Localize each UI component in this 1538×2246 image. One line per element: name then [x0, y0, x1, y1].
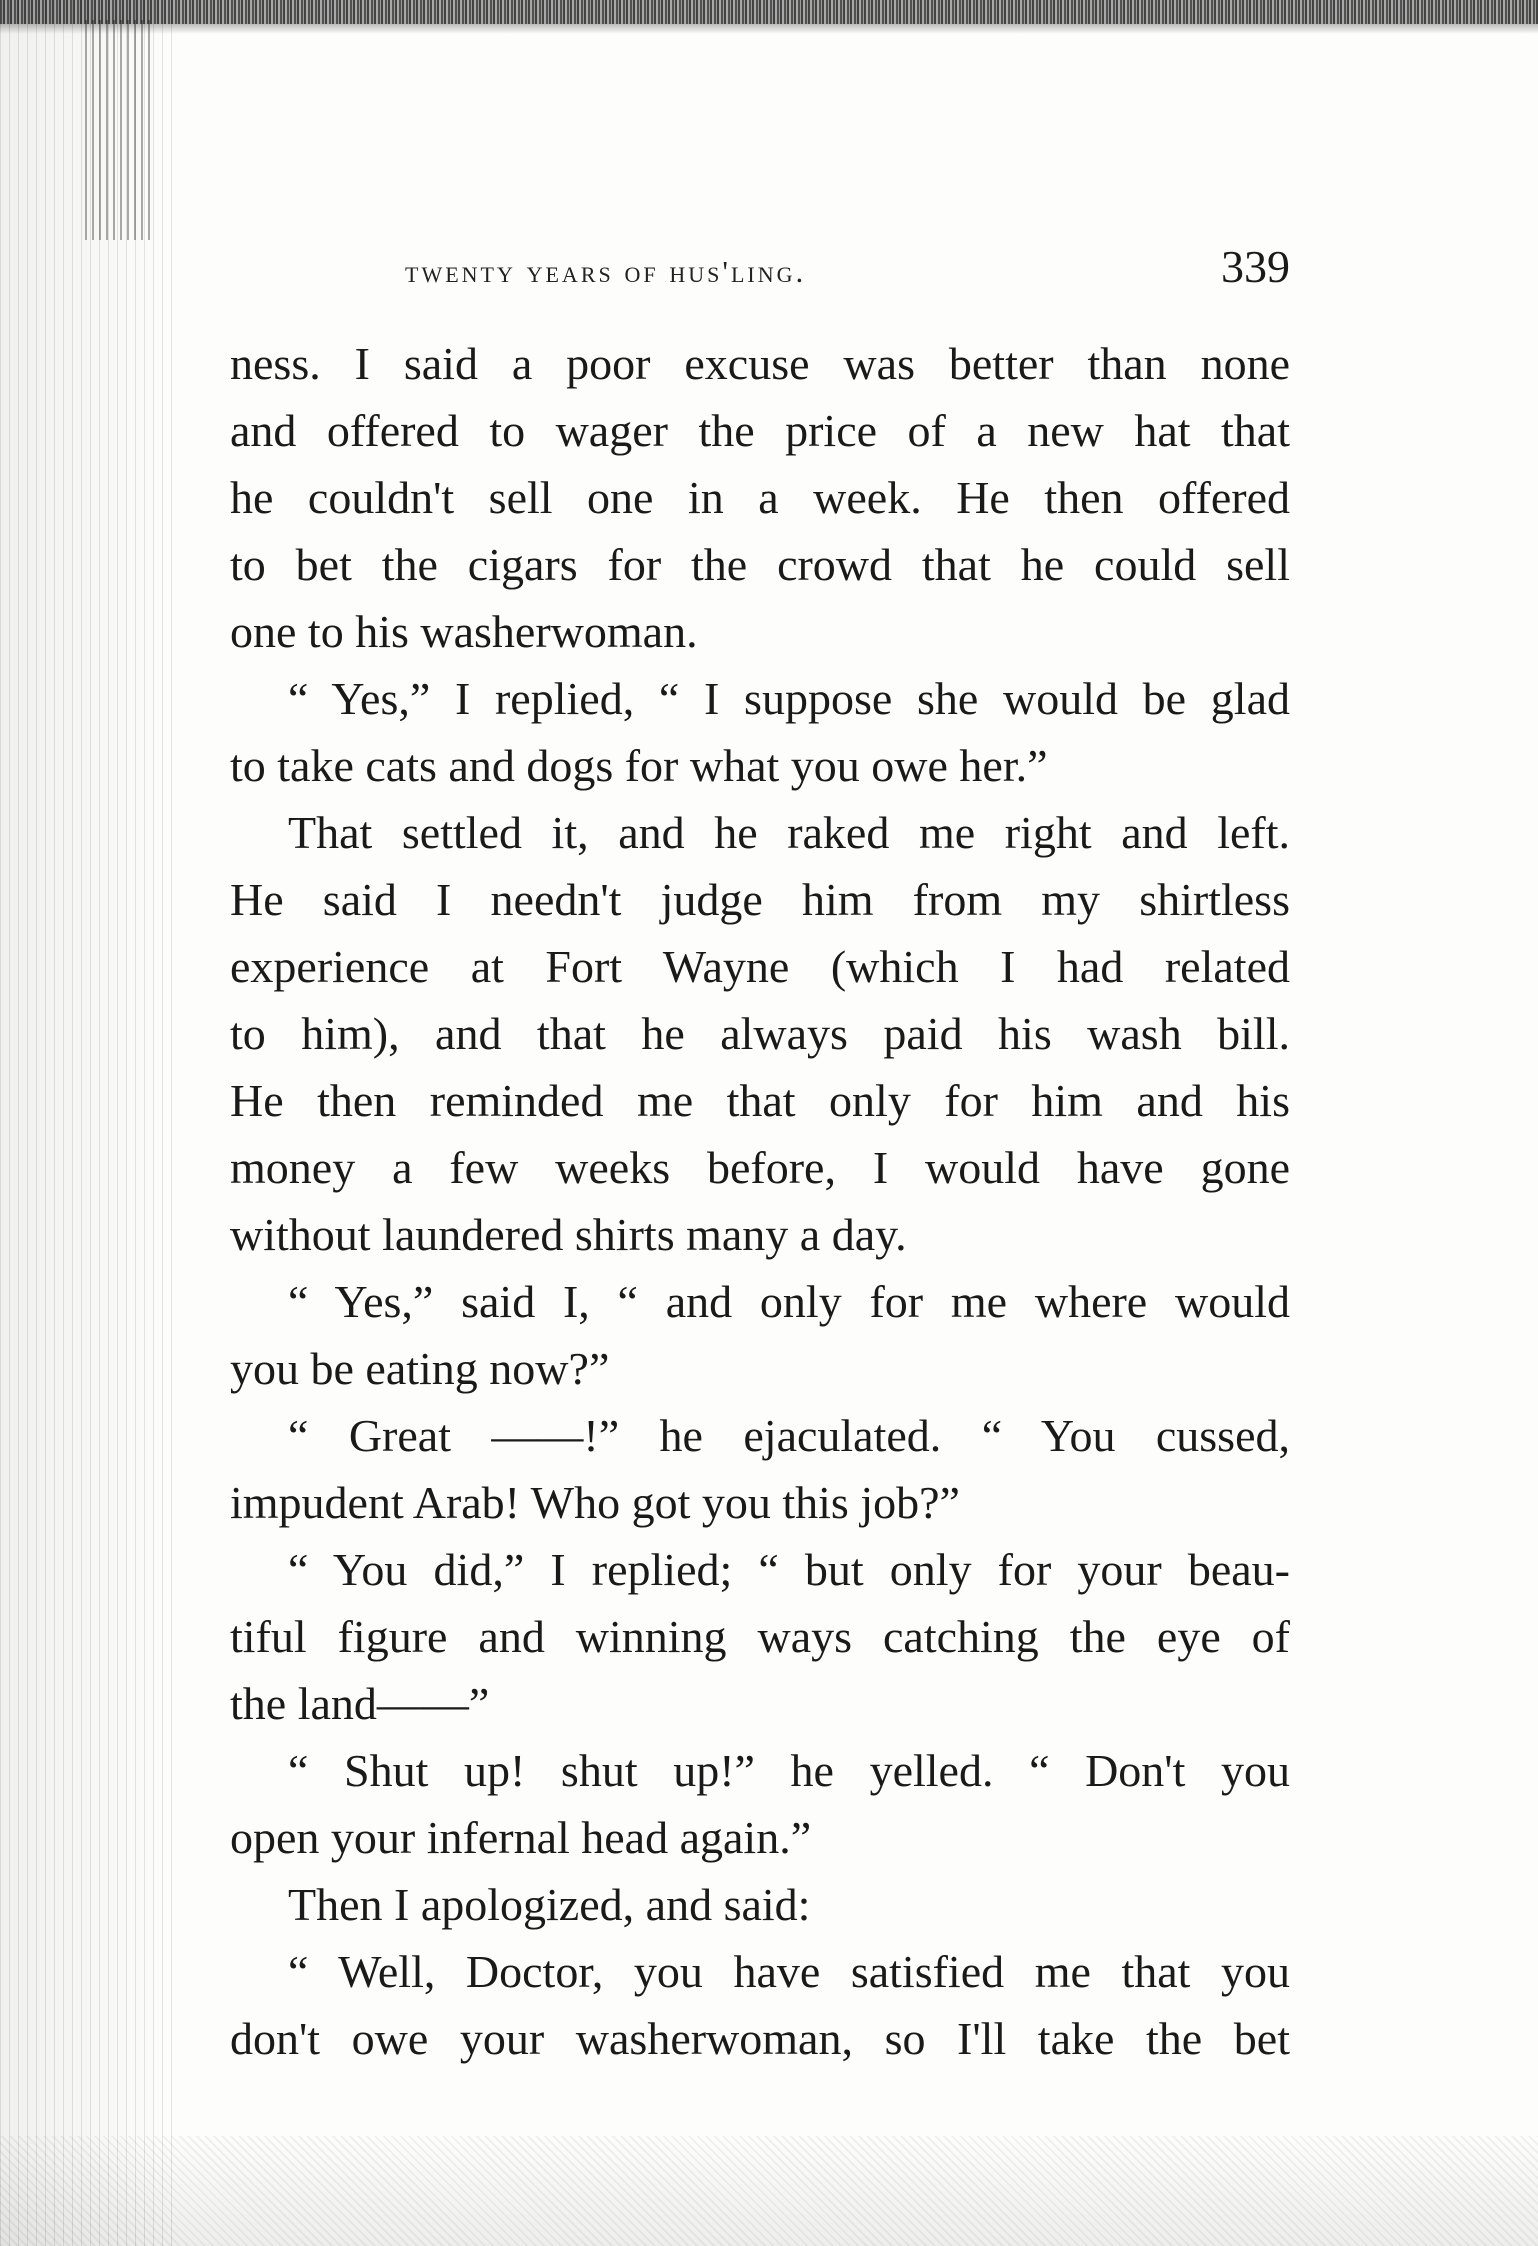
page-header	[230, 238, 1290, 308]
text-line: without laundered shirts many a day.	[230, 1209, 907, 1260]
text-line: That settled it, and he raked me right and left.	[288, 807, 1290, 858]
text-line: “ Great ——!” he ejaculated. “ You cussed,	[288, 1410, 1290, 1461]
text-line: “ Yes,” I replied, “ I suppose she would be glad	[288, 673, 1290, 724]
text-line: open your infernal head again.”	[230, 1812, 812, 1863]
page-number: 339	[1221, 241, 1290, 292]
text-line: he couldn't sell one in a week. He then offered	[230, 472, 1290, 523]
text-line: to take cats and dogs for what you owe her.”	[230, 740, 1048, 791]
text-line: the land——”	[230, 1678, 490, 1729]
scan-edge-top	[0, 0, 1538, 24]
text-line: “ Well, Doctor, you have satisfied me that you	[288, 1946, 1290, 1997]
text-line: ness. I said a poor excuse was better than none	[230, 338, 1290, 389]
text-line: He then reminded me that only for him and his	[230, 1075, 1290, 1126]
text-line: tiful figure and winning ways catching the eye of	[230, 1611, 1290, 1662]
text-line: Then I apologized, and said:	[288, 1879, 811, 1930]
scan-shadow-top	[0, 24, 1538, 34]
scan-edge-bottom	[0, 2136, 1538, 2246]
body-text	[230, 330, 1290, 2072]
text-line: don't owe your washerwoman, so I'll take the bet	[230, 2013, 1290, 2064]
text-line: to him), and that he always paid his wash bill.	[230, 1008, 1290, 1059]
text-line: one to his washerwoman.	[230, 606, 698, 657]
text-line: He said I needn't judge him from my shirtless	[230, 874, 1290, 925]
text-line: experience at Fort Wayne (which I had related	[230, 941, 1290, 992]
text-line: “ You did,” I replied; “ but only for your beau-	[288, 1544, 1290, 1595]
text-line: impudent Arab! Who got you this job?”	[230, 1477, 960, 1528]
text-line: money a few weeks before, I would have gone	[230, 1142, 1290, 1193]
running-title: twenty years of hus'ling.	[405, 254, 807, 289]
text-line: to bet the cigars for the crowd that he could sell	[230, 539, 1290, 590]
text-line: “ Yes,” said I, “ and only for me where would	[288, 1276, 1290, 1327]
text-line: and offered to wager the price of a new hat that	[230, 405, 1290, 456]
text-line: “ Shut up! shut up!” he yelled. “ Don't you	[288, 1745, 1290, 1796]
text-line: you be eating now?”	[230, 1343, 610, 1394]
scan-edge-left	[0, 0, 175, 2246]
scan-binding-strip	[85, 20, 155, 240]
